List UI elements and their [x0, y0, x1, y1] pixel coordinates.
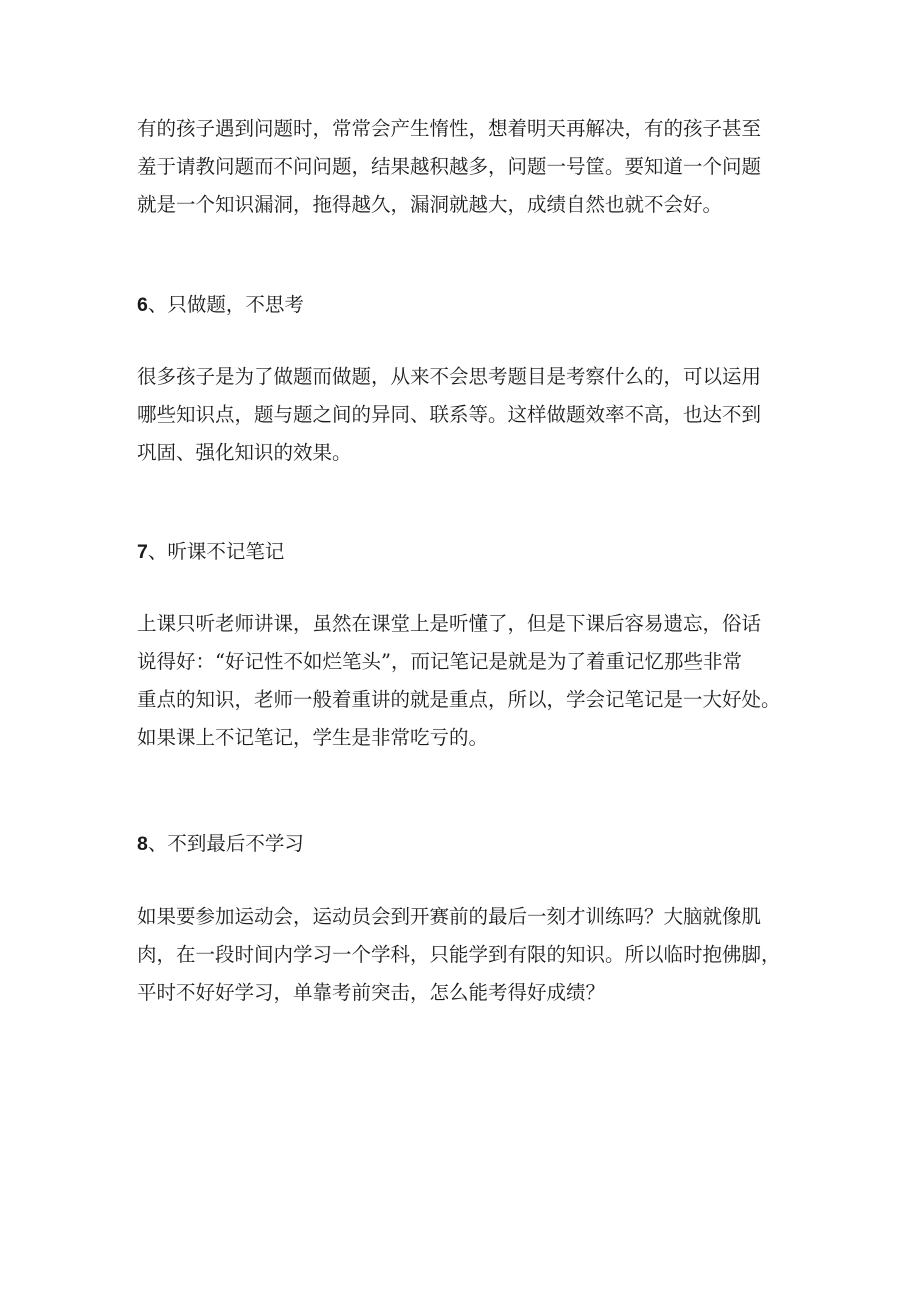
paragraph-line: 如果要参加运动会，运动员会到开赛前的最后一刻才训练吗？大脑就像肌 [137, 905, 762, 928]
paragraph-line: 上课只听老师讲课，虽然在课堂上是听懂了，但是下课后容易遗忘，俗话 [137, 612, 762, 635]
section-title: 、听课不记笔记 [147, 540, 285, 563]
section-title: 、不到最后不学习 [147, 832, 304, 855]
paragraph-line: 肉，在一段时间内学习一个学科，只能学到有限的知识。所以临时抱佛脚， [137, 943, 781, 966]
paragraph-line: 如果课上不记笔记，学生是非常吃亏的。 [137, 726, 489, 749]
section-heading-7 [137, 533, 284, 571]
paragraph-line: 重点的知识，老师一般着重讲的就是重点，所以，学会记笔记是一大好处。 [137, 688, 781, 711]
section-number: 6 [137, 294, 148, 316]
paragraph-line: 说得好：“好记性不如烂笔头”，而记笔记是就是为了着重记忆那些非常 [137, 650, 742, 673]
section-title: 、只做题，不思考 [147, 293, 304, 316]
paragraph-line: 就是一个知识漏洞，拖得越久，漏洞就越大，成绩自然也就不会好。 [137, 193, 723, 216]
paragraph-line: 有的孩子遇到问题时，常常会产生惰性，想着明天再解决，有的孩子甚至 [137, 117, 762, 140]
paragraph-line: 平时不好好学习，单靠考前突击，怎么能考得好成绩？ [137, 981, 606, 1004]
section-number: 8 [137, 833, 148, 855]
paragraph-no-thinking [137, 358, 807, 472]
paragraph-line: 很多孩子是为了做题而做题，从来不会思考题目是考察什么的，可以运用 [137, 365, 762, 388]
paragraph-no-notes [137, 605, 807, 757]
section-heading-8 [137, 825, 304, 863]
section-number: 7 [137, 541, 148, 563]
section-heading-6 [137, 286, 304, 324]
paragraph-procrastination [137, 110, 807, 224]
paragraph-line: 哪些知识点，题与题之间的异同、联系等。这样做题效率不高，也达不到 [137, 403, 762, 426]
paragraph-last-minute [137, 898, 807, 1012]
paragraph-line: 羞于请教问题而不问问题，结果越积越多，问题一号筐。要知道一个问题 [137, 155, 762, 178]
paragraph-line: 巩固、强化知识的效果。 [137, 441, 352, 464]
